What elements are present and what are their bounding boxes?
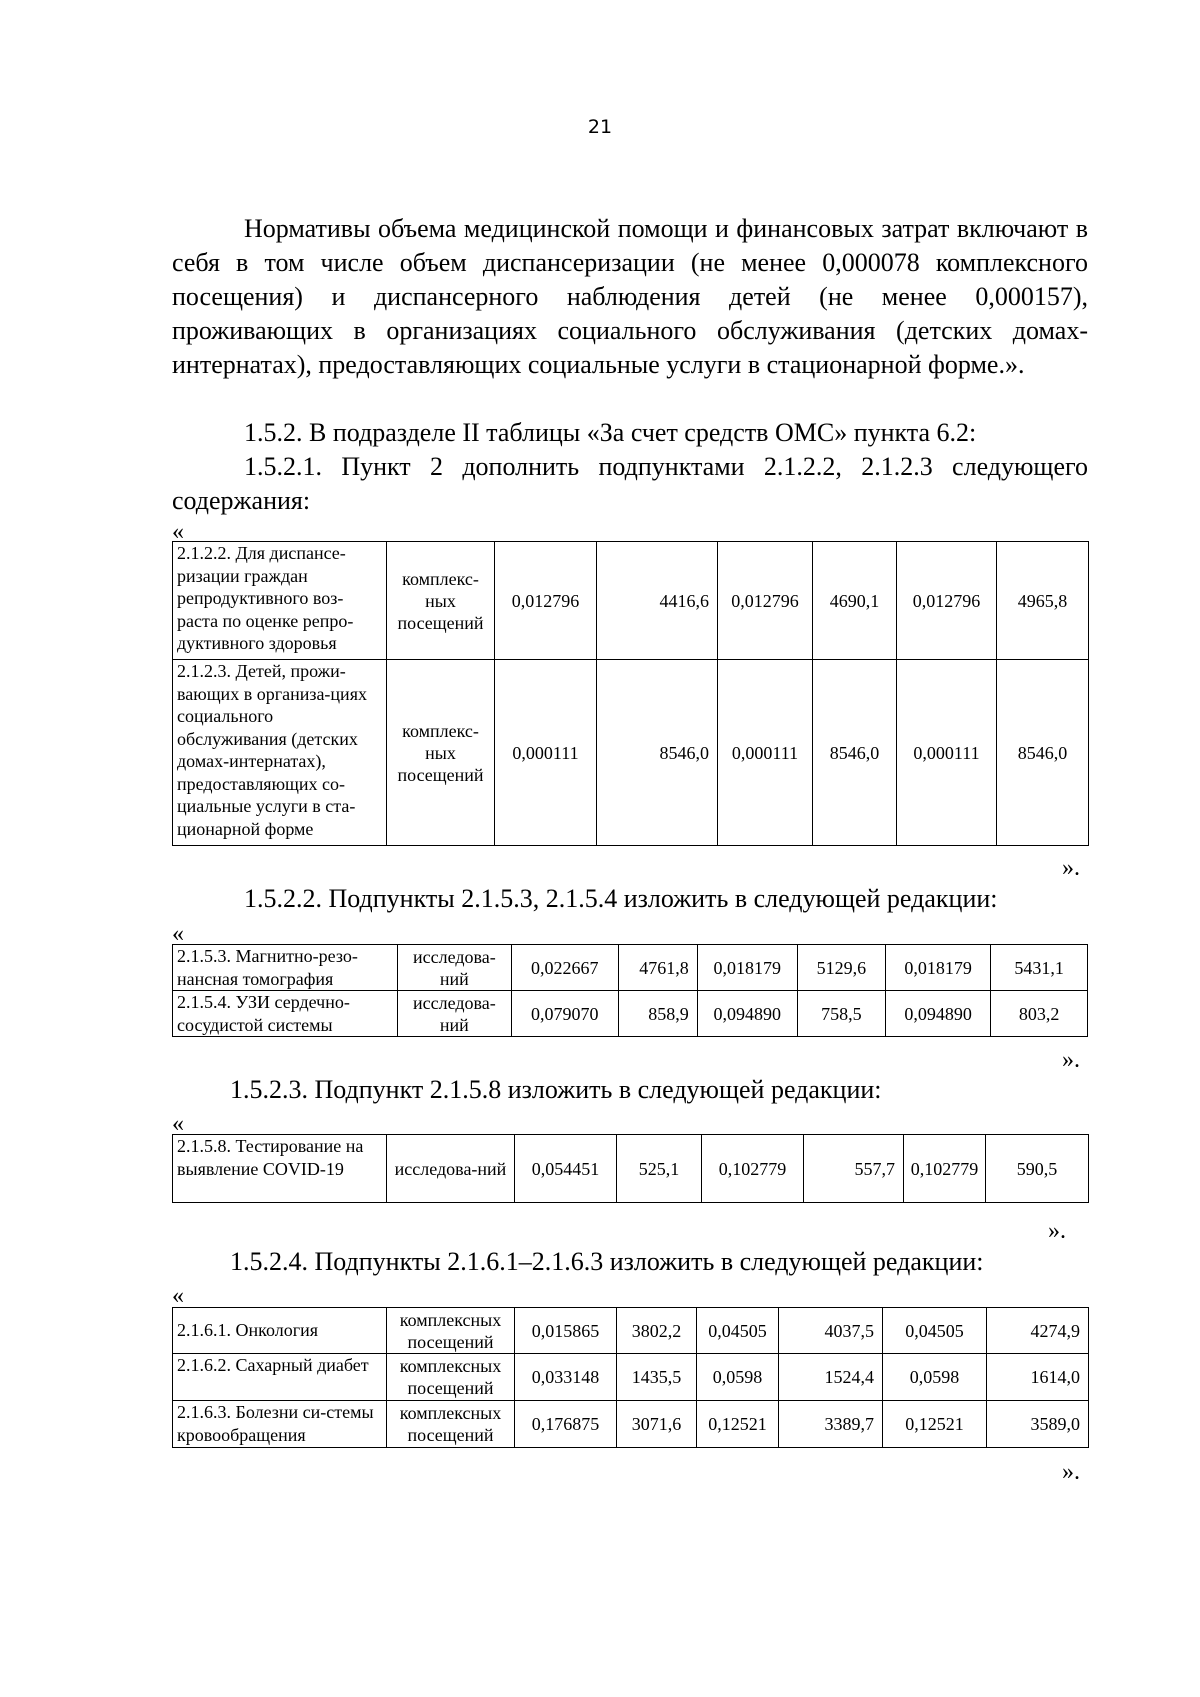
value-cell: 8546,0 (997, 660, 1089, 846)
value-cell: 0,000111 (495, 660, 597, 846)
paragraph-1-5-2-4: 1.5.2.4. Подпункты 2.1.6.1–2.1.6.3 изложить в следующей редакции: (230, 1247, 984, 1276)
value-cell: 3589,0 (987, 1401, 1089, 1448)
table-row (173, 945, 1088, 991)
value-cell: 5129,6 (797, 945, 885, 991)
paragraph-1-5-2-3: 1.5.2.3. Подпункт 2.1.5.8 изложить в следующей редакции: (230, 1075, 882, 1104)
table-row (173, 1135, 1089, 1203)
value-cell: 803,2 (991, 991, 1088, 1037)
value-cell: 1524,4 (779, 1354, 883, 1401)
value-cell: 3389,7 (779, 1401, 883, 1448)
open-quote: « (172, 519, 184, 545)
value-cell: 0,12521 (697, 1401, 779, 1448)
table-subitem-2-1-5-8 (172, 1134, 1089, 1203)
paragraph-1-5-2: 1.5.2. В подразделе II таблицы «За счет средств ОМС» пункта 6.2: (244, 418, 977, 447)
open-quote: « (172, 1111, 184, 1137)
value-cell: 557,7 (804, 1135, 904, 1203)
value-cell: 0,012796 (495, 542, 597, 660)
row-unit: комплекс-ных посещений (387, 660, 495, 846)
value-cell: 0,012796 (897, 542, 997, 660)
paragraph-1-5-2-2: 1.5.2.2. Подпункты 2.1.5.3, 2.1.5.4 изложить в следующей редакции: (244, 884, 998, 913)
paragraph-1-5-2-1: 1.5.2.1. Пункт 2 дополнить подпунктами 2.1.2.2, 2.1.2.3 следующего (244, 452, 1088, 481)
table-subitems-2-1-6 (172, 1307, 1089, 1448)
value-cell: 0,015865 (515, 1308, 617, 1354)
value-cell: 0,04505 (883, 1308, 987, 1354)
close-quote: ». (1062, 1047, 1080, 1073)
value-cell: 590,5 (986, 1135, 1089, 1203)
open-quote: « (172, 921, 184, 947)
table-subitems-2-1-5-3 (172, 944, 1088, 1037)
value-cell: 0,018179 (886, 945, 991, 991)
table-row (173, 1354, 1089, 1401)
table-row (173, 1401, 1089, 1448)
paragraph-1-5-2-1-continued: содержания: (172, 486, 311, 515)
row-unit: комплексных посещений (387, 1354, 515, 1401)
value-cell: 8546,0 (813, 660, 897, 846)
value-cell: 0,0598 (883, 1354, 987, 1401)
value-cell: 1614,0 (987, 1354, 1089, 1401)
value-cell: 4416,6 (597, 542, 718, 660)
row-label: 2.1.6.2. Сахарный диабет (173, 1354, 387, 1401)
close-quote: ». (1048, 1218, 1066, 1244)
row-unit: исследова-ний (387, 1135, 515, 1203)
value-cell: 5431,1 (991, 945, 1088, 991)
value-cell: 0,102779 (702, 1135, 804, 1203)
value-cell: 1435,5 (617, 1354, 697, 1401)
open-quote: « (172, 1283, 184, 1309)
value-cell: 0,018179 (697, 945, 797, 991)
row-unit: комплексных посещений (387, 1308, 515, 1354)
value-cell: 758,5 (797, 991, 885, 1037)
value-cell: 0,094890 (697, 991, 797, 1037)
value-cell: 0,04505 (697, 1308, 779, 1354)
value-cell: 0,12521 (883, 1401, 987, 1448)
value-cell: 0,176875 (515, 1401, 617, 1448)
row-label: 2.1.6.1. Онкология (173, 1308, 387, 1354)
row-unit: комплекс-ных посещений (387, 542, 495, 660)
row-label: 2.1.6.3. Болезни си-стемы кровообращения (173, 1401, 387, 1448)
table-row (173, 542, 1089, 660)
value-cell: 0,012796 (718, 542, 813, 660)
value-cell: 0,000111 (897, 660, 997, 846)
table-row (173, 991, 1088, 1037)
value-cell: 0,079070 (511, 991, 618, 1037)
row-label: 2.1.5.3. Магнитно-резо-нансная томография (173, 945, 398, 991)
value-cell: 0,054451 (515, 1135, 617, 1203)
close-quote: ». (1062, 1459, 1080, 1485)
value-cell: 3802,2 (617, 1308, 697, 1354)
row-unit: комплексных посещений (387, 1401, 515, 1448)
row-unit: исследова-ний (398, 991, 512, 1037)
value-cell: 0,094890 (886, 991, 991, 1037)
value-cell: 0,033148 (515, 1354, 617, 1401)
value-cell: 0,000111 (718, 660, 813, 846)
close-quote: ». (1062, 855, 1080, 881)
value-cell: 525,1 (617, 1135, 702, 1203)
intro-paragraph: Нормативы объема медицинской помощи и финансовых затрат включают в себя в том числе объем диспансеризации (не менее 0,000078 комплексного посещения) и диспансерного наблюдения детей (не менее 0,000157), проживающих в организациях социального обслуживания (детских домах-интернатах), предоставляющих социальные услуги в стационарной форме.». (172, 214, 1088, 379)
value-cell: 3071,6 (617, 1401, 697, 1448)
value-cell: 4274,9 (987, 1308, 1089, 1354)
table-row (173, 1308, 1089, 1354)
value-cell: 4037,5 (779, 1308, 883, 1354)
value-cell: 0,102779 (904, 1135, 986, 1203)
value-cell: 4965,8 (997, 542, 1089, 660)
table-row (173, 660, 1089, 846)
row-label: 2.1.2.2. Для диспансе-ризации граждан репродуктивного воз-раста по оценке репро-дуктивного здоровья (173, 542, 387, 660)
value-cell: 0,0598 (697, 1354, 779, 1401)
row-unit: исследова-ний (398, 945, 512, 991)
value-cell: 8546,0 (597, 660, 718, 846)
row-label: 2.1.2.3. Детей, прожи-вающих в организа-циях социального обслуживания (детских домах-интернатах), предоставляющих со-циальные услуги в ста-ционарной форме (173, 660, 387, 846)
value-cell: 0,022667 (511, 945, 618, 991)
value-cell: 858,9 (618, 991, 697, 1037)
page-number: 21 (587, 116, 613, 138)
value-cell: 4690,1 (813, 542, 897, 660)
value-cell: 4761,8 (618, 945, 697, 991)
row-label: 2.1.5.4. УЗИ сердечно-сосудистой системы (173, 991, 398, 1037)
row-label: 2.1.5.8. Тестирование на выявление COVID-19 (173, 1135, 387, 1203)
table-subitems-2-1-2 (172, 541, 1089, 846)
